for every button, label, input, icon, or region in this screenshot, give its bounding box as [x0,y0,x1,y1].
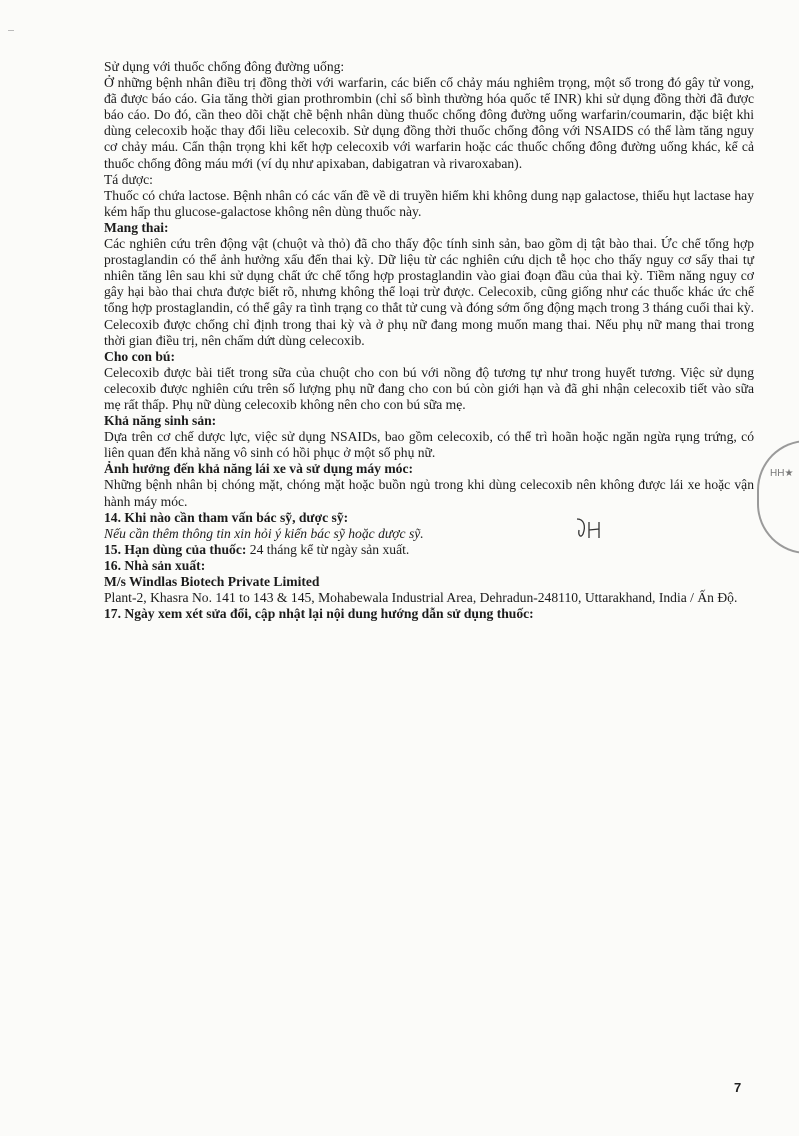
section-15 [104,542,754,558]
excipient-heading: Tá dược: [104,171,153,187]
manufacturer-address: Plant-2, Khasra No. 141 to 143 & 145, Mohabewala Industrial Area, Dehradun-248110, Uttarakhand, India / Ấn Độ. [104,590,738,606]
manufacturer-name: M/s Windlas Biotech Private Limited [104,574,320,589]
stamp-edge [757,440,799,554]
excipient-paragraph: Thuốc có chứa lactose. Bệnh nhân có các vấn đề về di truyền hiếm khi không dung nạp galactose, thiếu hụt lactase hay kém hấp thu glucose-galactose không nên dùng thuốc này. [104,187,754,219]
pregnancy-paragraph: Các nghiên cứu trên động vật (chuột và thỏ) đã cho thấy độc tính sinh sản, bao gồm dị tật bào thai. Ức chế tổng hợp prostaglandin có thể ảnh hưởng xấu đến thai kỳ. Dữ liệu từ các nghiên cứu dịch tễ học cho thấy nguy cơ sẩy thai tự nhiên tăng lên sau khi sử dụng chất ức chế tổng hợp prostaglandin vào giai đoạn đầu của thai kỳ. Tiềm năng nguy cơ gây hại bào thai chưa được biết rõ, nhưng không thể loại trừ được. Celecoxib, cũng giống như các thuốc khác ức chế tổng hợp prostaglandin, có thể gây ra tình trạng co thắt tử cung và đóng sớm ống động mạch trong 3 tháng cuối thai kỳ. Celecoxib được chống chỉ định trong thai kỳ và ở phụ nữ đang mong muốn mang thai. Nếu phụ nữ mang thai trong thời gian điều trị, nên chấm dứt dùng celecoxib. [104,236,754,348]
fertility-heading: Khả năng sinh sản: [104,413,217,429]
handwritten-initials [574,516,610,542]
anticoagulant-paragraph: Ở những bệnh nhân điều trị đồng thời với warfarin, các biến cố chảy máu nghiêm trọng, một số trong đó gây tử vong, đã được báo cáo. Gia tăng thời gian prothrombin (chỉ số bình thường hóa quốc tế INR) khi sử dụng đồng thời đã được báo cáo. Do đó, cần theo dõi chặt chẽ bệnh nhân dùng thuốc chống đông đường uống warfarin/coumarin, đặc biệt khi dùng celecoxib hoặc thay đổi liều celecoxib. Sử dụng đồng thời thuốc chống đông với NSAIDS có thể làm tăng nguy cơ chảy máu. Cẩn thận trọng khi kết hợp celecoxib với warfarin hoặc các thuốc chống đông đường uống khác, kể cả thuốc chống đông máu mới (ví dụ như apixaban, dabigatran và rivaroxaban). [104,75,754,171]
section-17-heading: 17. Ngày xem xét sửa đổi, cập nhật lại nội dung hướng dẫn sử dụng thuốc: [104,606,534,622]
document-body [104,59,754,622]
section-14-text: Nếu cần thêm thông tin xin hỏi ý kiến bác sỹ hoặc dược sỹ. [104,525,424,541]
driving-heading: Ảnh hưởng đến khả năng lái xe và sử dụng máy móc: [104,461,414,477]
section-16-heading: 16. Nhà sản xuất: [104,557,206,573]
fertility-paragraph: Dựa trên cơ chế dược lực, việc sử dụng NSAIDs, bao gồm celecoxib, có thể trì hoãn hoặc ngăn ngừa rụng trứng, có liên quan đến khả năng vô sinh có hồi phục ở một số phụ nữ. [104,429,754,461]
section-15-heading: 15. Hạn dùng của thuốc: [104,541,247,557]
section-14-heading: 14. Khi nào cần tham vấn bác sỹ, dược sỹ: [104,509,349,525]
page-number: 7 [734,1080,742,1095]
breastfeeding-heading: Cho con bú: [104,348,176,364]
pregnancy-heading: Mang thai: [104,219,169,235]
driving-paragraph: Những bệnh nhân bị chóng mặt, chóng mặt hoặc buồn ngủ trong khi dùng celecoxib nên không được lái xe hoặc vận hành máy móc. [104,477,754,509]
stamp-text: HH★ [770,468,794,479]
breastfeeding-paragraph: Celecoxib được bài tiết trong sữa của chuột cho con bú với nồng độ tương tự như trong huyết tương. Việc sử dụng celecoxib được nghiên cứu trên số lượng phụ nữ đang cho con bú còn giới hạn và đã ghi nhận celecoxib tiết vào sữa mẹ rất thấp. Phụ nữ dùng celecoxib không nên cho con bú sữa mẹ. [104,364,754,412]
anticoagulant-heading: Sử dụng với thuốc chống đông đường uống: [104,59,345,74]
scan-mark [8,30,14,31]
section-15-text: 24 tháng kể từ ngày sản xuất. [246,541,410,557]
